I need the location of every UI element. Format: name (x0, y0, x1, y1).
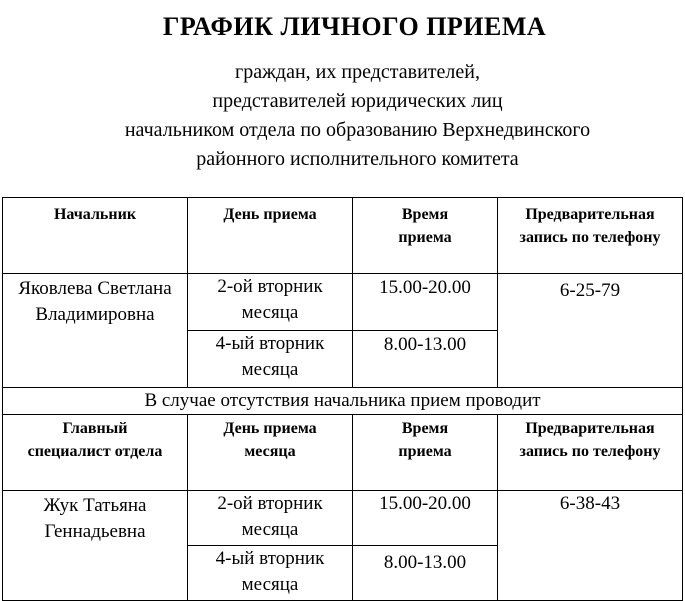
header-time: Время приема (353, 415, 498, 491)
reception-day: 4-ый вторник месяца (188, 331, 353, 388)
reception-time: 15.00-20.00 (353, 491, 498, 546)
specialist-name: Жук Татьяна Геннадьевна (3, 491, 188, 601)
reception-day: 2-ой вторник месяца (188, 274, 353, 331)
table-row (3, 491, 683, 546)
subtitle-line: районного исполнительного комитета (196, 148, 519, 170)
substitute-note: В случае отсутствия начальника прием проводит (3, 388, 683, 415)
subtitle-line: граждан, их представителей, (235, 61, 480, 83)
schedule-table (2, 197, 683, 601)
phone-number: 6-38-43 (498, 491, 683, 601)
reception-day: 4-ый вторник месяца (188, 546, 353, 601)
header-phone: Предварительная запись по телефону (498, 415, 683, 491)
table1-header-row (3, 198, 683, 274)
subtitle-line: представителей юридических лиц (212, 90, 503, 112)
reception-time: 8.00-13.00 (353, 546, 498, 601)
head-name: Яковлева Светлана Владимировна (3, 274, 188, 388)
reception-time: 8.00-13.00 (353, 331, 498, 388)
table2-header-row (3, 415, 683, 491)
reception-day: 2-ой вторник месяца (188, 491, 353, 546)
subtitle (15, 58, 685, 174)
page-title: ГРАФИК ЛИЧНОГО ПРИЕМА (162, 12, 547, 41)
note-row (3, 388, 683, 415)
header-day: День приема (188, 198, 353, 274)
table-row (3, 274, 683, 331)
header-specialist: Главный специалист отдела (3, 415, 188, 491)
header-day: День приема месяца (188, 415, 353, 491)
phone-number: 6-25-79 (498, 274, 683, 388)
header-time: Время приема (353, 198, 498, 274)
subtitle-line: начальником отдела по образованию Верхнедвинского (124, 119, 591, 141)
header-phone: Предварительная запись по телефону (498, 198, 683, 274)
reception-time: 15.00-20.00 (353, 274, 498, 331)
header-head: Начальник (3, 198, 188, 274)
